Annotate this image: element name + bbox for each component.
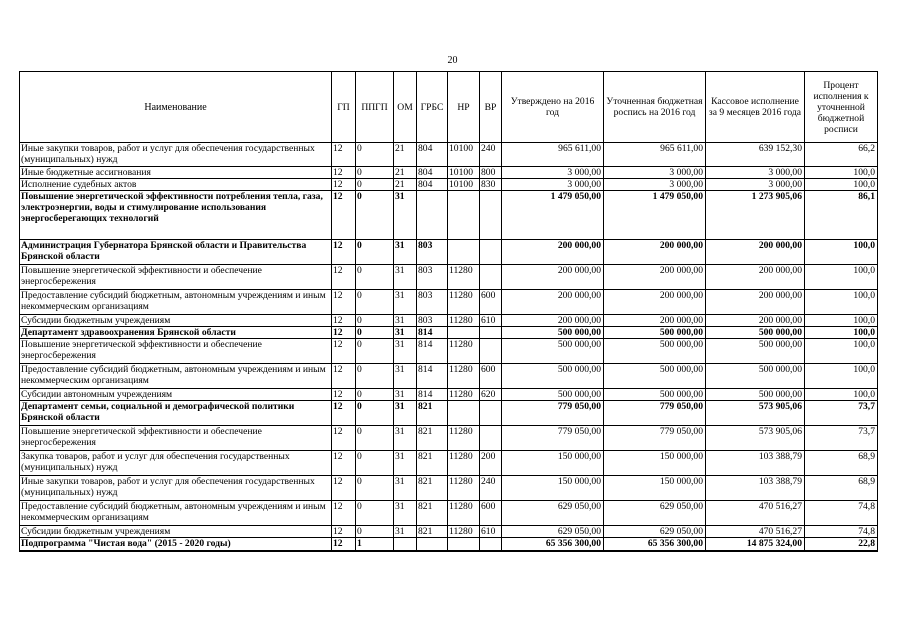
cell-name: Исполнение судебных актов bbox=[20, 179, 332, 191]
cell-vr bbox=[480, 401, 502, 426]
cell-nr: 11280 bbox=[448, 526, 480, 538]
cell-percent: 100,0 bbox=[805, 167, 878, 179]
cell-refined: 200 000,00 bbox=[604, 315, 706, 327]
cell-cash: 500 000,00 bbox=[706, 364, 805, 389]
cell-vr: 200 bbox=[480, 451, 502, 476]
cell-approved: 500 000,00 bbox=[502, 339, 604, 364]
table-row bbox=[20, 476, 878, 501]
cell-refined: 1 479 050,00 bbox=[604, 191, 706, 240]
cell-gp: 12 bbox=[332, 451, 356, 476]
cell-grbs: 804 bbox=[417, 143, 448, 167]
cell-name: Иные закупки товаров, работ и услуг для обеспечения государственных (муниципальных) нужд bbox=[20, 143, 332, 167]
cell-cash: 500 000,00 bbox=[706, 389, 805, 401]
cell-approved: 200 000,00 bbox=[502, 290, 604, 315]
cell-refined: 500 000,00 bbox=[604, 389, 706, 401]
cell-om: 31 bbox=[394, 426, 417, 451]
budget-table bbox=[19, 71, 878, 552]
cell-om: 31 bbox=[394, 240, 417, 265]
cell-cash: 573 905,06 bbox=[706, 426, 805, 451]
cell-ppgp: 0 bbox=[356, 327, 394, 339]
col-header-ppgp: ППГП bbox=[356, 72, 394, 143]
table-row bbox=[20, 167, 878, 179]
cell-nr: 11280 bbox=[448, 476, 480, 501]
cell-percent: 73,7 bbox=[805, 426, 878, 451]
cell-ppgp: 0 bbox=[356, 191, 394, 240]
cell-gp: 12 bbox=[332, 476, 356, 501]
cell-refined: 500 000,00 bbox=[604, 339, 706, 364]
cell-cash: 3 000,00 bbox=[706, 167, 805, 179]
cell-percent: 100,0 bbox=[805, 179, 878, 191]
cell-name: Субсидии автономным учреждениям bbox=[20, 389, 332, 401]
cell-gp: 12 bbox=[332, 167, 356, 179]
cell-percent: 22,8 bbox=[805, 538, 878, 552]
cell-grbs bbox=[417, 191, 448, 240]
cell-grbs: 803 bbox=[417, 240, 448, 265]
cell-refined: 200 000,00 bbox=[604, 240, 706, 265]
cell-approved: 3 000,00 bbox=[502, 179, 604, 191]
cell-ppgp: 0 bbox=[356, 290, 394, 315]
cell-gp: 12 bbox=[332, 339, 356, 364]
col-header-grbs: ГРБС bbox=[417, 72, 448, 143]
cell-gp: 12 bbox=[332, 401, 356, 426]
cell-vr: 600 bbox=[480, 290, 502, 315]
cell-name: Администрация Губернатора Брянской области и Правительства Брянской области bbox=[20, 240, 332, 265]
cell-name: Департамент здравоохранения Брянской области bbox=[20, 327, 332, 339]
cell-approved: 779 050,00 bbox=[502, 426, 604, 451]
cell-gp: 12 bbox=[332, 538, 356, 552]
cell-name: Предоставление субсидий бюджетным, автономным учреждениям и иным некоммерческим организациям bbox=[20, 290, 332, 315]
cell-gp: 12 bbox=[332, 179, 356, 191]
cell-grbs: 821 bbox=[417, 426, 448, 451]
cell-approved: 1 479 050,00 bbox=[502, 191, 604, 240]
cell-grbs: 803 bbox=[417, 315, 448, 327]
cell-nr: 11280 bbox=[448, 364, 480, 389]
cell-gp: 12 bbox=[332, 143, 356, 167]
cell-gp: 12 bbox=[332, 315, 356, 327]
col-header-refined: Уточненная бюджетная роспись на 2016 год bbox=[604, 72, 706, 143]
cell-ppgp: 0 bbox=[356, 364, 394, 389]
cell-cash: 500 000,00 bbox=[706, 327, 805, 339]
cell-om: 31 bbox=[394, 501, 417, 526]
cell-approved: 500 000,00 bbox=[502, 389, 604, 401]
cell-percent: 68,9 bbox=[805, 451, 878, 476]
cell-approved: 500 000,00 bbox=[502, 327, 604, 339]
cell-cash: 103 388,79 bbox=[706, 476, 805, 501]
cell-ppgp: 0 bbox=[356, 476, 394, 501]
cell-nr: 11280 bbox=[448, 389, 480, 401]
cell-percent: 100,0 bbox=[805, 339, 878, 364]
cell-cash: 200 000,00 bbox=[706, 265, 805, 290]
cell-vr: 240 bbox=[480, 143, 502, 167]
cell-ppgp: 0 bbox=[356, 451, 394, 476]
cell-vr: 600 bbox=[480, 364, 502, 389]
cell-refined: 150 000,00 bbox=[604, 451, 706, 476]
cell-name: Подпрограмма "Чистая вода" (2015 - 2020 годы) bbox=[20, 538, 332, 552]
cell-percent: 100,0 bbox=[805, 389, 878, 401]
cell-percent: 68,9 bbox=[805, 476, 878, 501]
cell-refined: 3 000,00 bbox=[604, 167, 706, 179]
cell-percent: 74,8 bbox=[805, 501, 878, 526]
cell-name: Субсидии бюджетным учреждениям bbox=[20, 315, 332, 327]
cell-ppgp: 0 bbox=[356, 143, 394, 167]
page-number: 20 bbox=[447, 55, 458, 66]
cell-approved: 200 000,00 bbox=[502, 240, 604, 265]
cell-refined: 200 000,00 bbox=[604, 265, 706, 290]
table-row bbox=[20, 401, 878, 426]
cell-nr: 11280 bbox=[448, 426, 480, 451]
cell-nr bbox=[448, 191, 480, 240]
cell-ppgp: 0 bbox=[356, 240, 394, 265]
cell-om: 21 bbox=[394, 179, 417, 191]
table-row bbox=[20, 526, 878, 538]
table-row bbox=[20, 426, 878, 451]
cell-gp: 12 bbox=[332, 327, 356, 339]
cell-approved: 200 000,00 bbox=[502, 315, 604, 327]
cell-cash: 14 875 324,00 bbox=[706, 538, 805, 552]
cell-cash: 103 388,79 bbox=[706, 451, 805, 476]
cell-om: 31 bbox=[394, 364, 417, 389]
col-header-cash: Кассовое исполнение за 9 месяцев 2016 года bbox=[706, 72, 805, 143]
cell-refined: 200 000,00 bbox=[604, 290, 706, 315]
cell-approved: 200 000,00 bbox=[502, 265, 604, 290]
cell-approved: 629 050,00 bbox=[502, 501, 604, 526]
cell-vr bbox=[480, 327, 502, 339]
cell-grbs: 821 bbox=[417, 526, 448, 538]
cell-gp: 12 bbox=[332, 265, 356, 290]
cell-nr: 11280 bbox=[448, 339, 480, 364]
cell-nr: 11280 bbox=[448, 451, 480, 476]
cell-percent: 100,0 bbox=[805, 290, 878, 315]
cell-nr bbox=[448, 240, 480, 265]
cell-nr: 10100 bbox=[448, 179, 480, 191]
cell-approved: 629 050,00 bbox=[502, 526, 604, 538]
cell-refined: 779 050,00 bbox=[604, 401, 706, 426]
cell-ppgp: 1 bbox=[356, 538, 394, 552]
cell-cash: 3 000,00 bbox=[706, 179, 805, 191]
table-row bbox=[20, 364, 878, 389]
cell-vr bbox=[480, 191, 502, 240]
cell-refined: 779 050,00 bbox=[604, 426, 706, 451]
cell-grbs: 821 bbox=[417, 451, 448, 476]
cell-approved: 150 000,00 bbox=[502, 476, 604, 501]
cell-percent: 100,0 bbox=[805, 240, 878, 265]
cell-cash: 573 905,06 bbox=[706, 401, 805, 426]
cell-nr: 10100 bbox=[448, 167, 480, 179]
cell-om: 31 bbox=[394, 476, 417, 501]
table-row bbox=[20, 327, 878, 339]
cell-om bbox=[394, 538, 417, 552]
table-row bbox=[20, 389, 878, 401]
cell-ppgp: 0 bbox=[356, 315, 394, 327]
cell-percent: 66,2 bbox=[805, 143, 878, 167]
cell-nr bbox=[448, 401, 480, 426]
cell-ppgp: 0 bbox=[356, 265, 394, 290]
cell-cash: 470 516,27 bbox=[706, 501, 805, 526]
cell-percent: 74,8 bbox=[805, 526, 878, 538]
cell-gp: 12 bbox=[332, 191, 356, 240]
cell-om: 31 bbox=[394, 451, 417, 476]
cell-grbs: 821 bbox=[417, 401, 448, 426]
cell-name: Иные бюджетные ассигнования bbox=[20, 167, 332, 179]
cell-grbs: 814 bbox=[417, 327, 448, 339]
cell-gp: 12 bbox=[332, 501, 356, 526]
cell-percent: 73,7 bbox=[805, 401, 878, 426]
cell-ppgp: 0 bbox=[356, 401, 394, 426]
col-header-vr: ВР bbox=[480, 72, 502, 143]
table-row bbox=[20, 240, 878, 265]
cell-vr bbox=[480, 240, 502, 265]
cell-grbs: 814 bbox=[417, 364, 448, 389]
col-header-nr: НР bbox=[448, 72, 480, 143]
cell-om: 31 bbox=[394, 389, 417, 401]
cell-approved: 500 000,00 bbox=[502, 364, 604, 389]
col-header-approved: Утверждено на 2016 год bbox=[502, 72, 604, 143]
cell-om: 31 bbox=[394, 290, 417, 315]
cell-om: 21 bbox=[394, 167, 417, 179]
cell-name: Субсидии бюджетным учреждениям bbox=[20, 526, 332, 538]
table-row bbox=[20, 501, 878, 526]
cell-grbs: 803 bbox=[417, 265, 448, 290]
cell-nr: 11280 bbox=[448, 501, 480, 526]
cell-approved: 65 356 300,00 bbox=[502, 538, 604, 552]
cell-refined: 3 000,00 bbox=[604, 179, 706, 191]
cell-approved: 150 000,00 bbox=[502, 451, 604, 476]
cell-refined: 629 050,00 bbox=[604, 501, 706, 526]
cell-gp: 12 bbox=[332, 389, 356, 401]
cell-percent: 100,0 bbox=[805, 265, 878, 290]
cell-name: Предоставление субсидий бюджетным, автономным учреждениям и иным некоммерческим организациям bbox=[20, 501, 332, 526]
table-row bbox=[20, 339, 878, 364]
cell-approved: 779 050,00 bbox=[502, 401, 604, 426]
cell-om: 31 bbox=[394, 526, 417, 538]
cell-refined: 965 611,00 bbox=[604, 143, 706, 167]
cell-cash: 200 000,00 bbox=[706, 315, 805, 327]
cell-om: 31 bbox=[394, 265, 417, 290]
cell-ppgp: 0 bbox=[356, 179, 394, 191]
cell-vr: 830 bbox=[480, 179, 502, 191]
cell-ppgp: 0 bbox=[356, 339, 394, 364]
cell-om: 21 bbox=[394, 143, 417, 167]
cell-gp: 12 bbox=[332, 364, 356, 389]
cell-refined: 500 000,00 bbox=[604, 364, 706, 389]
cell-vr: 620 bbox=[480, 389, 502, 401]
cell-vr bbox=[480, 538, 502, 552]
cell-refined: 65 356 300,00 bbox=[604, 538, 706, 552]
cell-vr bbox=[480, 339, 502, 364]
cell-grbs: 821 bbox=[417, 476, 448, 501]
cell-gp: 12 bbox=[332, 290, 356, 315]
cell-om: 31 bbox=[394, 315, 417, 327]
cell-grbs: 804 bbox=[417, 179, 448, 191]
cell-nr bbox=[448, 327, 480, 339]
cell-om: 31 bbox=[394, 327, 417, 339]
cell-refined: 150 000,00 bbox=[604, 476, 706, 501]
cell-name: Повышение энергетической эффективности и обеспечение энергосбережения bbox=[20, 339, 332, 364]
table-row bbox=[20, 143, 878, 167]
table-row bbox=[20, 290, 878, 315]
cell-vr: 610 bbox=[480, 315, 502, 327]
cell-grbs bbox=[417, 538, 448, 552]
cell-name: Повышение энергетической эффективности потребления тепла, газа, электроэнергии, воды и стимулирование использования энергосберегающих технологий bbox=[20, 191, 332, 240]
cell-gp: 12 bbox=[332, 526, 356, 538]
cell-om: 31 bbox=[394, 339, 417, 364]
table-row bbox=[20, 451, 878, 476]
header-row bbox=[20, 72, 878, 143]
table-row bbox=[20, 191, 878, 240]
cell-ppgp: 0 bbox=[356, 426, 394, 451]
cell-vr bbox=[480, 426, 502, 451]
table-row bbox=[20, 315, 878, 327]
col-header-om: ОМ bbox=[394, 72, 417, 143]
cell-gp: 12 bbox=[332, 240, 356, 265]
col-header-name: Наименование bbox=[20, 72, 332, 143]
cell-vr: 610 bbox=[480, 526, 502, 538]
cell-vr: 800 bbox=[480, 167, 502, 179]
cell-cash: 200 000,00 bbox=[706, 240, 805, 265]
cell-nr: 10100 bbox=[448, 143, 480, 167]
cell-name: Иные закупки товаров, работ и услуг для обеспечения государственных (муниципальных) нужд bbox=[20, 476, 332, 501]
cell-vr: 600 bbox=[480, 501, 502, 526]
cell-grbs: 814 bbox=[417, 339, 448, 364]
cell-grbs: 804 bbox=[417, 167, 448, 179]
col-header-percent: Процент исполнения к уточненной бюджетной росписи bbox=[805, 72, 878, 143]
cell-cash: 470 516,27 bbox=[706, 526, 805, 538]
cell-name: Повышение энергетической эффективности и обеспечение энергосбережения bbox=[20, 426, 332, 451]
cell-grbs: 821 bbox=[417, 501, 448, 526]
cell-vr: 240 bbox=[480, 476, 502, 501]
cell-cash: 500 000,00 bbox=[706, 339, 805, 364]
table-row bbox=[20, 265, 878, 290]
cell-approved: 965 611,00 bbox=[502, 143, 604, 167]
cell-ppgp: 0 bbox=[356, 501, 394, 526]
table-row bbox=[20, 179, 878, 191]
cell-percent: 100,0 bbox=[805, 364, 878, 389]
cell-grbs: 814 bbox=[417, 389, 448, 401]
cell-percent: 100,0 bbox=[805, 315, 878, 327]
cell-grbs: 803 bbox=[417, 290, 448, 315]
cell-nr: 11280 bbox=[448, 315, 480, 327]
cell-cash: 639 152,30 bbox=[706, 143, 805, 167]
cell-percent: 100,0 bbox=[805, 327, 878, 339]
cell-name: Повышение энергетической эффективности и обеспечение энергосбережения bbox=[20, 265, 332, 290]
table-row bbox=[20, 538, 878, 552]
cell-vr bbox=[480, 265, 502, 290]
cell-ppgp: 0 bbox=[356, 526, 394, 538]
cell-om: 31 bbox=[394, 191, 417, 240]
cell-nr: 11280 bbox=[448, 265, 480, 290]
cell-ppgp: 0 bbox=[356, 389, 394, 401]
cell-cash: 1 273 905,06 bbox=[706, 191, 805, 240]
cell-om: 31 bbox=[394, 401, 417, 426]
cell-percent: 86,1 bbox=[805, 191, 878, 240]
cell-gp: 12 bbox=[332, 426, 356, 451]
cell-ppgp: 0 bbox=[356, 167, 394, 179]
cell-approved: 3 000,00 bbox=[502, 167, 604, 179]
cell-name: Закупка товаров, работ и услуг для обеспечения государственных (муниципальных) нужд bbox=[20, 451, 332, 476]
cell-cash: 200 000,00 bbox=[706, 290, 805, 315]
cell-refined: 500 000,00 bbox=[604, 327, 706, 339]
cell-nr: 11280 bbox=[448, 290, 480, 315]
cell-refined: 629 050,00 bbox=[604, 526, 706, 538]
col-header-gp: ГП bbox=[332, 72, 356, 143]
cell-name: Департамент семьи, социальной и демографической политики Брянской области bbox=[20, 401, 332, 426]
cell-nr bbox=[448, 538, 480, 552]
cell-name: Предоставление субсидий бюджетным, автономным учреждениям и иным некоммерческим организациям bbox=[20, 364, 332, 389]
